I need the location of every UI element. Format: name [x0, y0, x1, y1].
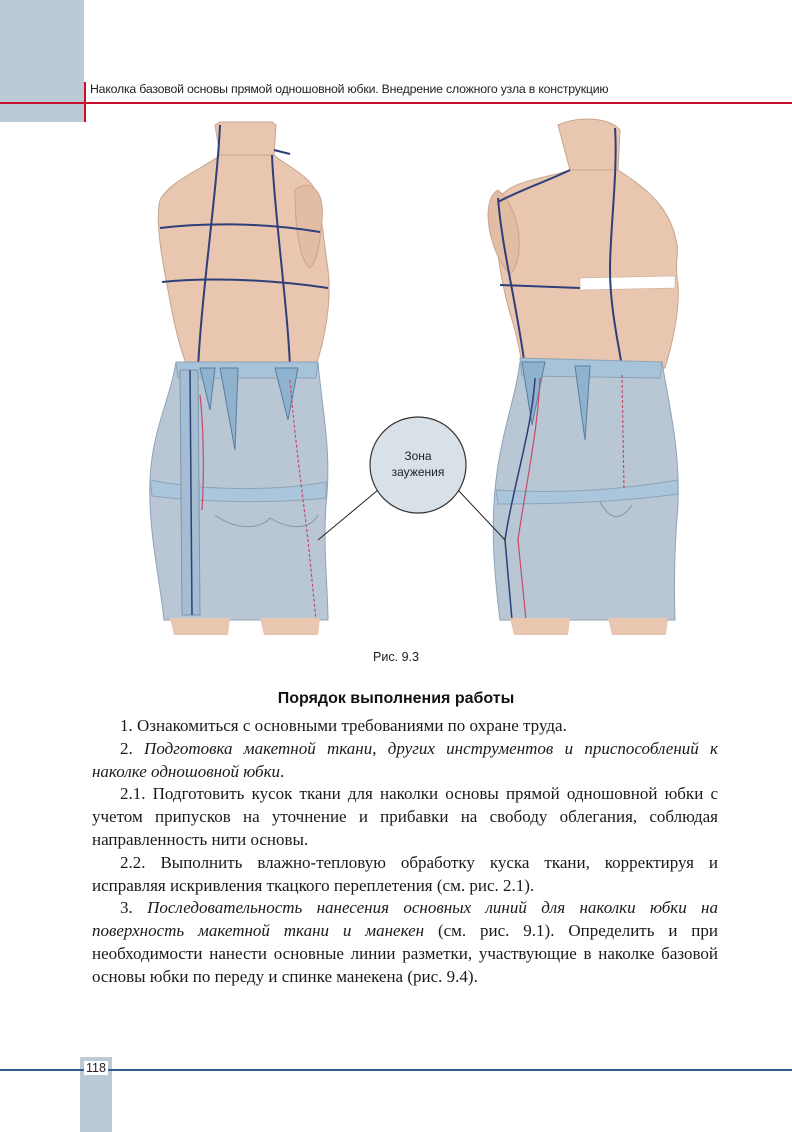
paragraph-5-italic: Последовательность нанесения основных линий для наколки юбки на поверхность макетной ткани и манекен [92, 898, 718, 941]
paragraph-5-number: 3. [120, 898, 133, 918]
running-title: Наколка базовой основы прямой одношовной юбки. Внедрение сложного узла в конструкцию [90, 82, 609, 96]
footer-rule [0, 1069, 792, 1071]
paragraph-2-end: . [280, 761, 285, 781]
paragraph-3: 2.1. Подготовить кусок ткани для наколки основы прямой одношовной юбки с учетом припусков на уточнение и прибавки на свободу облегания, соблюдая направленность нити основы. [92, 784, 718, 849]
callout-label-zone: Зона [404, 449, 432, 463]
paragraph-5-rest: (см. рис. 9.1). Определить и при необходимости нанести основные линии разметки, участвующие в наколке базовой основы юбки по переду и спинке манекена (рис. 9.4). [92, 921, 718, 986]
paragraph-2 [92, 738, 718, 784]
figure-caption: Рис. 9.3 [373, 650, 419, 664]
callout-label-narrowing: заужения [391, 465, 445, 479]
figure-9-3 [140, 110, 700, 645]
body-text [92, 715, 718, 989]
constriction-zone-callout [318, 417, 505, 540]
paragraph-5 [92, 897, 718, 988]
header-tick [84, 82, 86, 122]
paragraph-2-number: 2. [120, 738, 133, 758]
header-rule-left [0, 102, 84, 104]
header-rule [84, 102, 792, 104]
mannequin-back-view [150, 122, 329, 635]
page-number: 118 [86, 1061, 106, 1075]
paragraph-2-italic: Подготовка макетной ткани, других инструментов и приспособлений к наколке одношовной юбки [92, 738, 718, 781]
section-title: Порядок выполнения работы [277, 690, 515, 707]
mannequin-side-view [488, 119, 678, 635]
paragraph-4: 2.2. Выполнить влажно-тепловую обработку куска ткани, корректируя и исправляя искривления ткацкого переплетения (см. рис. 2.1). [92, 852, 718, 895]
paragraph-1: 1. Ознакомиться с основными требованиями по охране труда. [120, 716, 567, 735]
mannequin-illustration [140, 110, 700, 645]
